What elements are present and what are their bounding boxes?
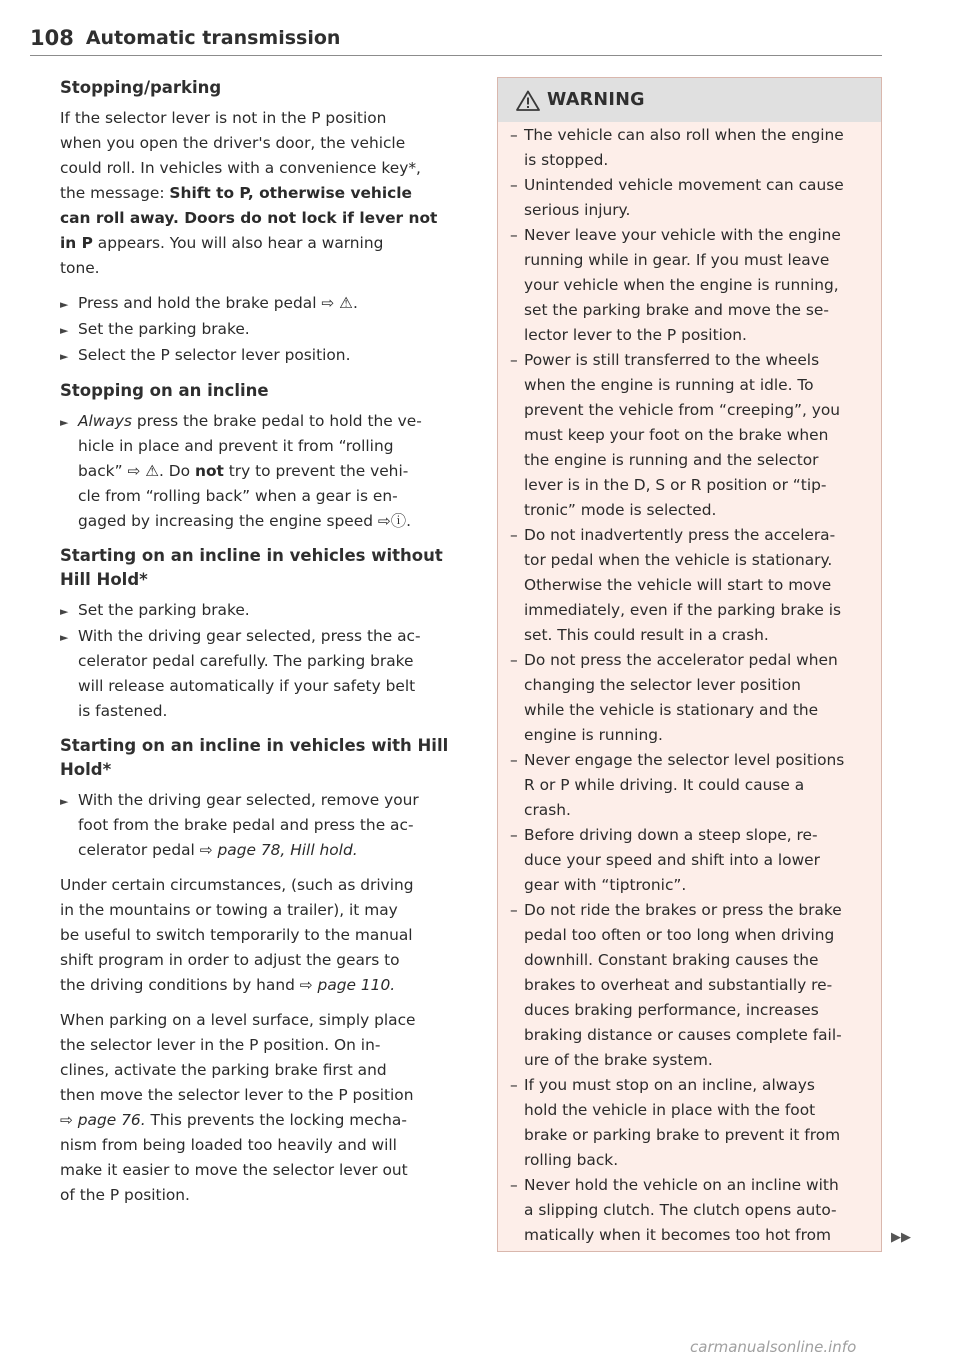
dash-bullet: – — [510, 126, 518, 144]
heading-starting-incline-with-hill-hold: Starting on an incline in vehicles with Hill Hold* — [60, 736, 449, 779]
heading-stopping-parking: Stopping/parking — [60, 78, 222, 97]
list-item: ► Always press the brake pedal to hold the ve- hicle in place and prevent it from “rolling back” ⇨ ⚠. Do not try to prevent the vehi- cle from “rolling back” when a gear is en- gaged by increasing the engine speed ⇨ⓘ. — [60, 409, 460, 534]
list-item: ► With the driving gear selected, press the ac- celerator pedal carefully. The parking brake will release automatically if your safety belt is fastened. — [60, 624, 460, 724]
list-item: ► Set the parking brake. — [60, 317, 460, 343]
warning-list — [498, 122, 881, 1248]
warning-list-item: – Do not press the accelerator pedal when changing the selector lever position while the vehicle is stationary and the engine is running. — [510, 648, 869, 748]
continue-arrow-icon: ▶▶ — [891, 1230, 911, 1245]
section-title: Automatic transmission — [85, 26, 341, 49]
triangle-right-icon: ► — [60, 416, 69, 429]
triangle-right-icon: ► — [60, 350, 69, 363]
page-number: 108 — [30, 25, 74, 50]
warning-list-item: – Never hold the vehicle on an incline with a slipping clutch. The clutch opens auto- matically when it becomes too hot from — [510, 1173, 869, 1248]
dash-bullet: – — [510, 351, 518, 369]
warning-list-item: – Unintended vehicle movement can cause serious injury. — [510, 173, 869, 223]
warning-list-item: – Before driving down a steep slope, re- duce your speed and shift into a lower gear with “tiptronic”. — [510, 823, 869, 898]
triangle-right-icon: ► — [60, 795, 69, 808]
warning-title: WARNING — [547, 90, 645, 110]
list-item: ► Set the parking brake. — [60, 598, 460, 624]
warning-list-item: – If you must stop on an incline, always hold the vehicle in place with the foot brake or parking brake to prevent it from rolling back. — [510, 1073, 869, 1173]
warning-list-item: – Never leave your vehicle with the engine running while in gear. If you must leave your vehicle when the engine is running, set the parking brake and move the se- lector lever to the P position. — [510, 223, 869, 348]
triangle-right-icon: ► — [60, 605, 69, 618]
page-reference-link[interactable]: ⇨ page 78, Hill hold. — [199, 841, 358, 859]
page-reference-link[interactable]: ⇨ page 110. — [299, 976, 396, 994]
triangle-right-icon: ► — [60, 298, 69, 311]
dash-bullet: – — [510, 1076, 518, 1094]
paragraph-manual-shift: Under certain circumstances, (such as driving in the mountains or towing a trailer), it may be useful to switch temporarily to the manual shift program in order to adjust the gears to the driving conditions by hand ⇨ page 110. — [60, 876, 414, 994]
list-item: ► Select the P selector lever position. — [60, 343, 460, 369]
heading-starting-incline-without-hill-hold: Starting on an incline in vehicles without Hill Hold* — [60, 546, 443, 589]
warning-list-item: – Do not inadvertently press the accelera- tor pedal when the vehicle is stationary. Otherwise the vehicle will start to move immediately, even if the parking brake is set. This could result in a crash. — [510, 523, 869, 648]
warning-box — [497, 77, 882, 1252]
dash-bullet: – — [510, 1176, 518, 1194]
triangle-right-icon: ► — [60, 324, 69, 337]
left-column — [60, 76, 460, 1208]
warning-list-item: – The vehicle can also roll when the engine is stopped. — [510, 123, 869, 173]
dash-bullet: – — [510, 751, 518, 769]
dash-bullet: – — [510, 176, 518, 194]
list-item: ► Press and hold the brake pedal ⇨ ⚠. — [60, 291, 460, 317]
dash-bullet: – — [510, 226, 518, 244]
heading-stopping-incline: Stopping on an incline — [60, 381, 269, 400]
page-reference-link[interactable]: ⇨ page 76. — [60, 1111, 146, 1129]
dash-bullet: – — [510, 826, 518, 844]
warning-list-item: – Power is still transferred to the wheels when the engine is running at idle. To prevent the vehicle from “creeping”, you must keep your foot on the brake when the engine is running and the selector lever is in the D, S or R position or “tip- tronic” mode is selected. — [510, 348, 869, 523]
dash-bullet: – — [510, 901, 518, 919]
page-header — [30, 20, 882, 56]
warning-list-item: – Never engage the selector level positions R or P while driving. It could cause a crash. — [510, 748, 869, 823]
paragraph-parking-level-surface: When parking on a level surface, simply place the selector lever in the P position. On in- clines, activate the parking brake first and then move the selector lever to the P position ⇨ page 76. This prevents the locking mecha- nism from being loaded too heavily and will make it easier to move the selector lever out of the P position. — [60, 1011, 416, 1204]
triangle-right-icon: ► — [60, 631, 69, 644]
warning-header — [498, 78, 881, 122]
dash-bullet: – — [510, 526, 518, 544]
dash-bullet: – — [510, 651, 518, 669]
paragraph-parking-message: If the selector lever is not in the P position when you open the driver's door, the vehicle could roll. In vehicles with a convenience key*, the message: Shift to P, otherwise vehicle can roll away. Doors do not lock if lever not in P appears. You will also hear a warning tone. — [60, 109, 438, 277]
warning-triangle-icon — [516, 90, 540, 111]
list-item: ► With the driving gear selected, remove your foot from the brake pedal and press the ac- celerator pedal ⇨ page 78, Hill hold. — [60, 788, 460, 863]
warning-list-item: – Do not ride the brakes or press the brake pedal too often or too long when driving downhill. Constant braking causes the brakes to overheat and substantially re- duces braking performance, increases braking distance or causes complete fail- ure of the brake system. — [510, 898, 869, 1073]
watermark: carmanualsonline.info — [690, 1338, 857, 1356]
